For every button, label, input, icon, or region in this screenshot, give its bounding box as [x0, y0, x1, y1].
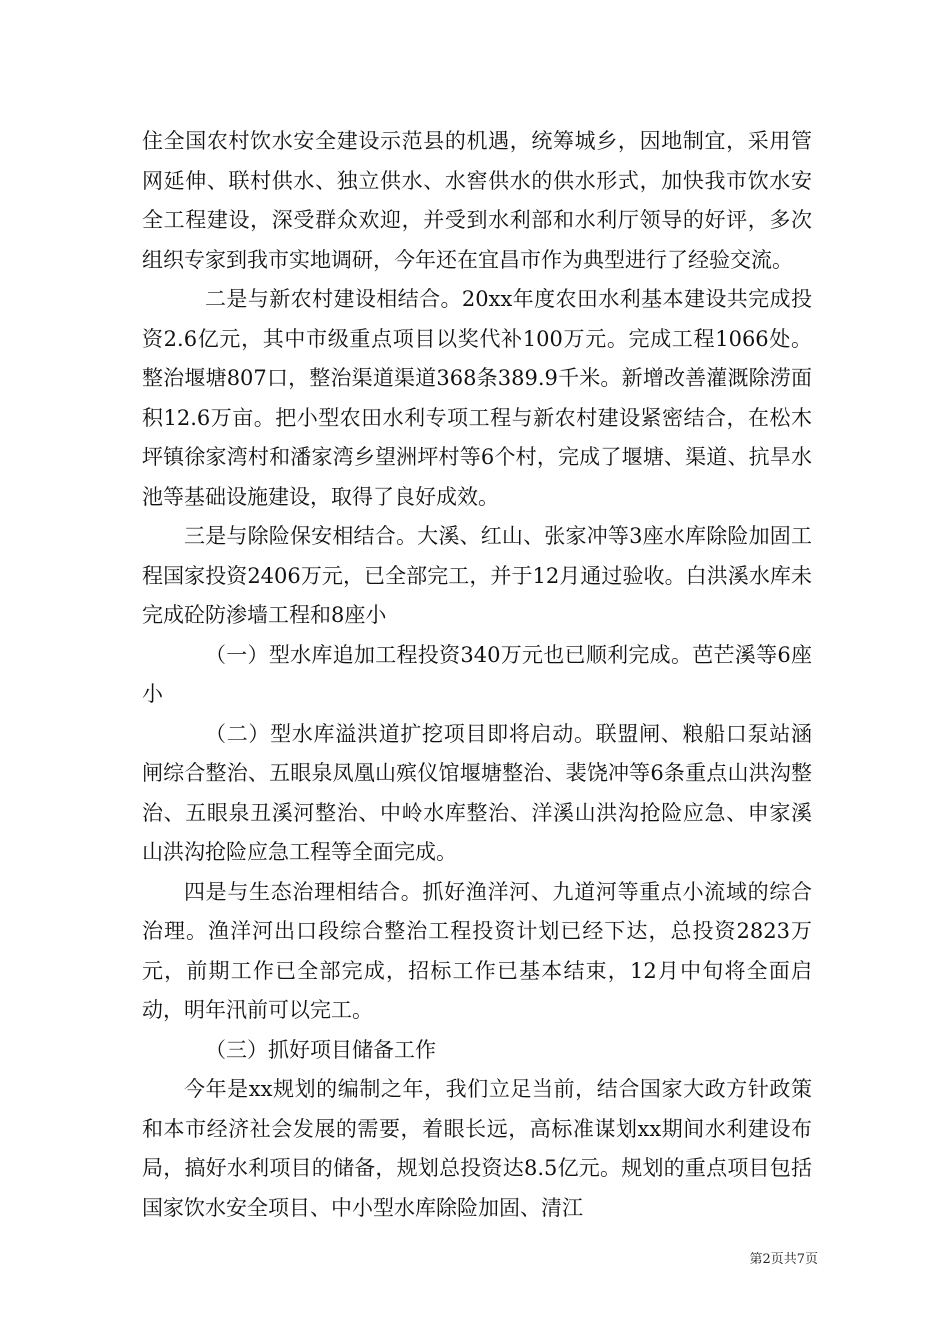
page-number-footer: 第2页共7页	[749, 1252, 818, 1267]
paragraph-6: 四是与生态治理相结合。抓好渔洋河、九道河等重点小流域的综合治理。渔洋河出口段综合整治工程投资计划已经下达，总投资2823万元，前期工作已全部完成，招标工作已基本结束，12月中旬将全面启动，明年汛前可以完工。	[142, 879, 812, 1022]
paragraph-5: （二）型水库溢洪道扩挖项目即将启动。联盟闸、粮船口泵站涵闸综合整治、五眼泉凤凰山殡仪馆堰塘整治、裴饶冲等6条重点山洪沟整治、五眼泉丑溪河整治、中岭水库整治、洋溪山洪沟抢险应急、申家溪山洪沟抢险应急工程等全面完成。	[142, 721, 812, 864]
paragraph-1: 住全国农村饮水安全建设示范县的机遇，统筹城乡，因地制宜，采用管网延伸、联村供水、独立供水、水窖供水的供水形式，加快我市饮水安全工程建设，深受群众欢迎，并受到水利部和水利厅领导的好评，多次组织专家到我市实地调研，今年还在宜昌市作为典型进行了经验交流。	[142, 129, 812, 272]
paragraph-4: （一）型水库追加工程投资340万元也已顺利完成。芭芒溪等6座小	[142, 642, 812, 706]
paragraph-3: 三是与除险保安相结合。大溪、红山、张家冲等3座水库除险加固工程国家投资2406万元，已全部完工，并于12月通过验收。白洪溪水库未完成砼防渗墙工程和8座小	[142, 524, 812, 627]
section-heading: （三）抓好项目储备工作	[205, 1037, 436, 1062]
paragraph-2: 二是与新农村建设相结合。20xx年度农田水利基本建设共完成投资2.6亿元，其中市级重点项目以奖代补100万元。完成工程1066处。整治堰塘807口，整治渠道渠道368条389.9千米。新增改善灌溉除涝面积12.6万亩。把小型农田水利专项工程与新农村建设紧密结合，在松木坪镇徐家湾村和潘家湾乡望洲坪村等6个村，完成了堰塘、渠道、抗旱水池等基础设施建设，取得了良好成效。	[142, 287, 812, 509]
document-body	[142, 122, 812, 1228]
paragraph-7: 今年是xx规划的编制之年，我们立足当前，结合国家大政方针政策和本市经济社会发展的需要，着眼长远，高标准谋划xx期间水利建设布局，搞好水利项目的储备，规划总投资达8.5亿元。规划的重点项目包括国家饮水安全项目、中小型水库除险加固、清江	[142, 1077, 812, 1220]
